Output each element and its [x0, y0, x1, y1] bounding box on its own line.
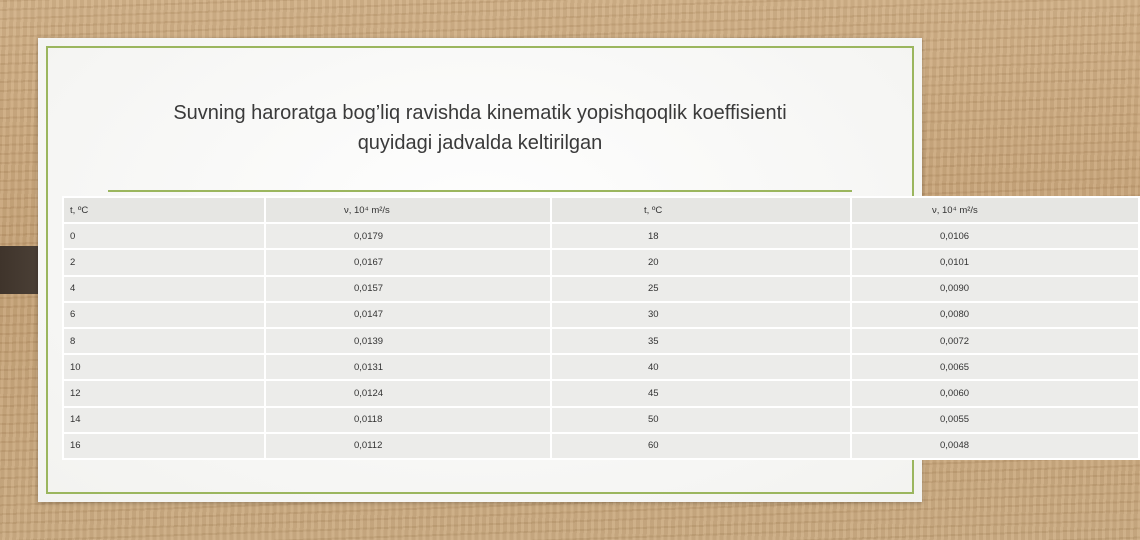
table-cell: 0,0055	[851, 407, 1139, 433]
table-cell: 0,0147	[265, 302, 551, 328]
table-row	[63, 433, 1139, 459]
table-cell: 40	[551, 354, 851, 380]
table-cell: 0,0139	[265, 328, 551, 354]
table-cell: 50	[551, 407, 851, 433]
table-cell: 0,0090	[851, 276, 1139, 302]
header-viscosity-2: ν, 10⁴ m²/s	[851, 197, 1139, 223]
table-row	[63, 407, 1139, 433]
table-cell: 18	[551, 223, 851, 249]
title-divider	[108, 190, 852, 192]
table-cell: 0,0106	[851, 223, 1139, 249]
table-cell: 0,0080	[851, 302, 1139, 328]
table-cell: 30	[551, 302, 851, 328]
table-row	[63, 380, 1139, 406]
table-cell: 20	[551, 249, 851, 275]
table-cell: 14	[63, 407, 265, 433]
viscosity-table	[62, 196, 1140, 460]
table-cell: 0,0167	[265, 249, 551, 275]
table-cell: 0	[63, 223, 265, 249]
table-row	[63, 249, 1139, 275]
table-cell: 0,0124	[265, 380, 551, 406]
table-row	[63, 223, 1139, 249]
table-cell: 0,0179	[265, 223, 551, 249]
table-cell: 0,0131	[265, 354, 551, 380]
table-header-row	[63, 197, 1139, 223]
table-row	[63, 302, 1139, 328]
table-cell: 0,0048	[851, 433, 1139, 459]
table-cell: 0,0072	[851, 328, 1139, 354]
table-cell: 0,0060	[851, 380, 1139, 406]
table-cell: 0,0065	[851, 354, 1139, 380]
table-cell: 0,0112	[265, 433, 551, 459]
table-row	[63, 328, 1139, 354]
title-line-1: Suvning haroratga bog’liq ravishda kinematik yopishqoqlik koeffisienti	[173, 102, 787, 124]
table-cell: 2	[63, 249, 265, 275]
table-cell: 4	[63, 276, 265, 302]
table-cell: 10	[63, 354, 265, 380]
table-cell: 25	[551, 276, 851, 302]
table-cell: 6	[63, 302, 265, 328]
table-cell: 8	[63, 328, 265, 354]
slide-card	[38, 38, 978, 502]
table-row	[63, 276, 1139, 302]
table-cell: 60	[551, 433, 851, 459]
title-line-2: quyidagi jadvalda keltirilgan	[357, 132, 603, 154]
slide-title	[78, 98, 882, 158]
table-cell: 35	[551, 328, 851, 354]
table-cell: 0,0157	[265, 276, 551, 302]
header-viscosity-1: ν, 10⁴ m²/s	[265, 197, 551, 223]
table-cell: 16	[63, 433, 265, 459]
table-cell: 45	[551, 380, 851, 406]
table-row	[63, 354, 1139, 380]
header-temperature-1: t, ºC	[63, 197, 265, 223]
table-cell: 0,0101	[851, 249, 1139, 275]
table-cell: 12	[63, 380, 265, 406]
table-cell: 0,0118	[265, 407, 551, 433]
header-temperature-2: t, ºC	[551, 197, 851, 223]
